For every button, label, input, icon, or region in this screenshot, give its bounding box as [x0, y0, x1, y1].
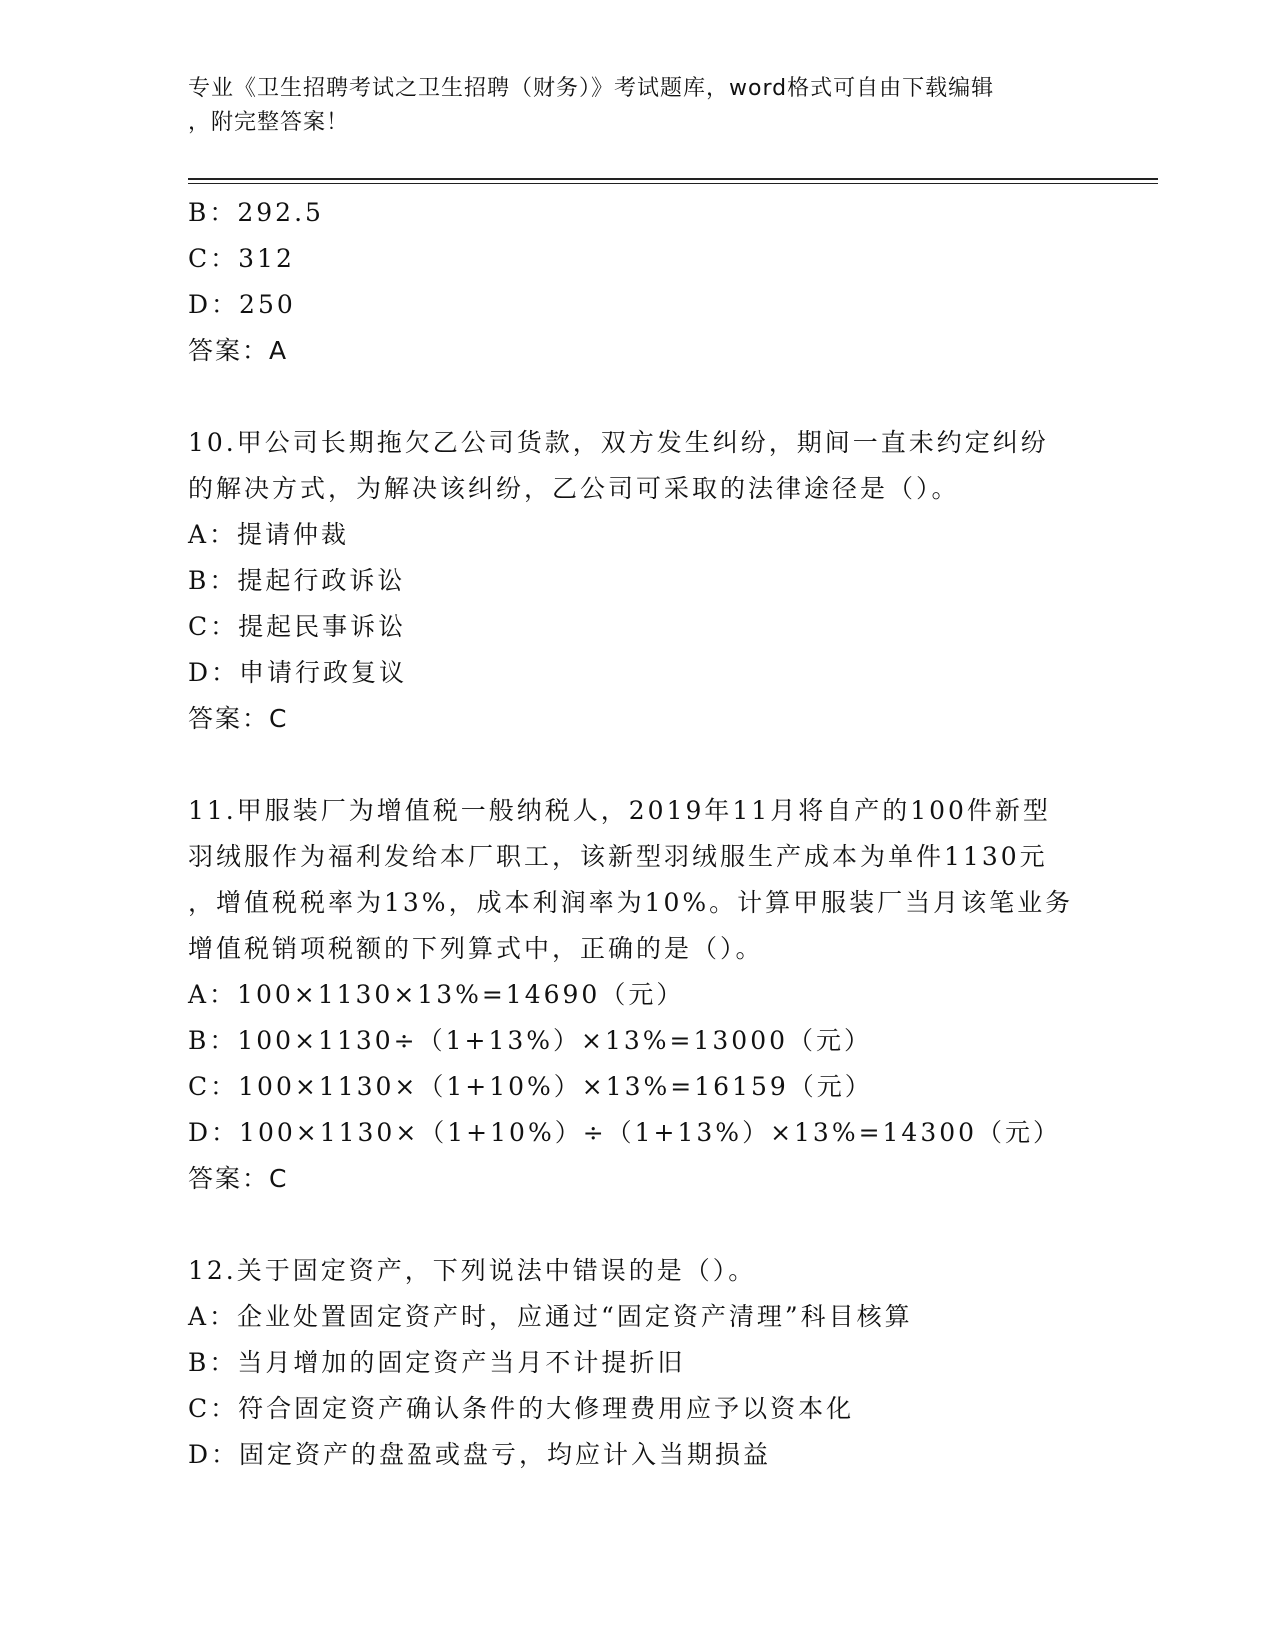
option-a: A：提请仲裁	[188, 520, 350, 549]
question-10	[188, 420, 1088, 742]
option-b: B：当月增加的固定资产当月不计提折旧	[188, 1348, 686, 1377]
option-d: D：100×1130×（1+10%）÷（1+13%）×13%=14300（元）	[188, 1118, 1062, 1147]
option-d: D：固定资产的盘盈或盘亏，均应计入当期损益	[188, 1440, 772, 1469]
option-d: D：申请行政复议	[188, 658, 408, 687]
option-b: B：292.5	[188, 198, 324, 227]
question-12	[188, 1248, 1088, 1478]
header-divider-thin	[188, 183, 1158, 184]
document-header	[188, 72, 1088, 140]
question-text-line: 11.甲服装厂为增值税一般纳税人，2019年11月将自产的100件新型	[188, 796, 1051, 825]
question-text-line: 的解决方式，为解决该纠纷，乙公司可采取的法律途径是（）。	[188, 474, 960, 503]
option-a: A：企业处置固定资产时，应通过“固定资产清理”科目核算	[188, 1302, 913, 1331]
question-text-line: ，增值税税率为13%，成本利润率为10%。计算甲服装厂当月该笔业务	[188, 888, 1074, 917]
question-9-tail	[188, 190, 1088, 374]
option-c: C：100×1130×（1+10%）×13%=16159（元）	[188, 1072, 873, 1101]
header-divider	[188, 178, 1158, 180]
option-d: D：250	[188, 290, 296, 319]
question-text-line: 10.甲公司长期拖欠乙公司货款，双方发生纠纷，期间一直未约定纠纷	[188, 428, 1049, 457]
option-c: C：符合固定资产确认条件的大修理费用应予以资本化	[188, 1394, 855, 1423]
answer: 答案：A	[188, 336, 289, 365]
header-line-1: 专业《卫生招聘考试之卫生招聘（财务）》考试题库，word格式可自由下载编辑	[188, 76, 995, 101]
option-c: C：312	[188, 244, 295, 273]
answer: 答案：C	[188, 704, 289, 733]
option-b: B：提起行政诉讼	[188, 566, 406, 595]
option-b: B：100×1130÷（1+13%）×13%=13000（元）	[188, 1026, 873, 1055]
question-text-line: 增值税销项税额的下列算式中，正确的是（）。	[188, 934, 764, 963]
option-c: C：提起民事诉讼	[188, 612, 407, 641]
header-line-2: ，附完整答案！	[188, 110, 350, 135]
question-text-line: 12.关于固定资产，下列说法中错误的是（）。	[188, 1256, 757, 1285]
document-body	[188, 190, 1088, 1478]
option-a: A：100×1130×13%=14690（元）	[188, 980, 685, 1009]
question-11	[188, 788, 1088, 1202]
question-text-line: 羽绒服作为福利发给本厂职工，该新型羽绒服生产成本为单件1130元	[188, 842, 1048, 871]
answer: 答案：C	[188, 1164, 289, 1193]
